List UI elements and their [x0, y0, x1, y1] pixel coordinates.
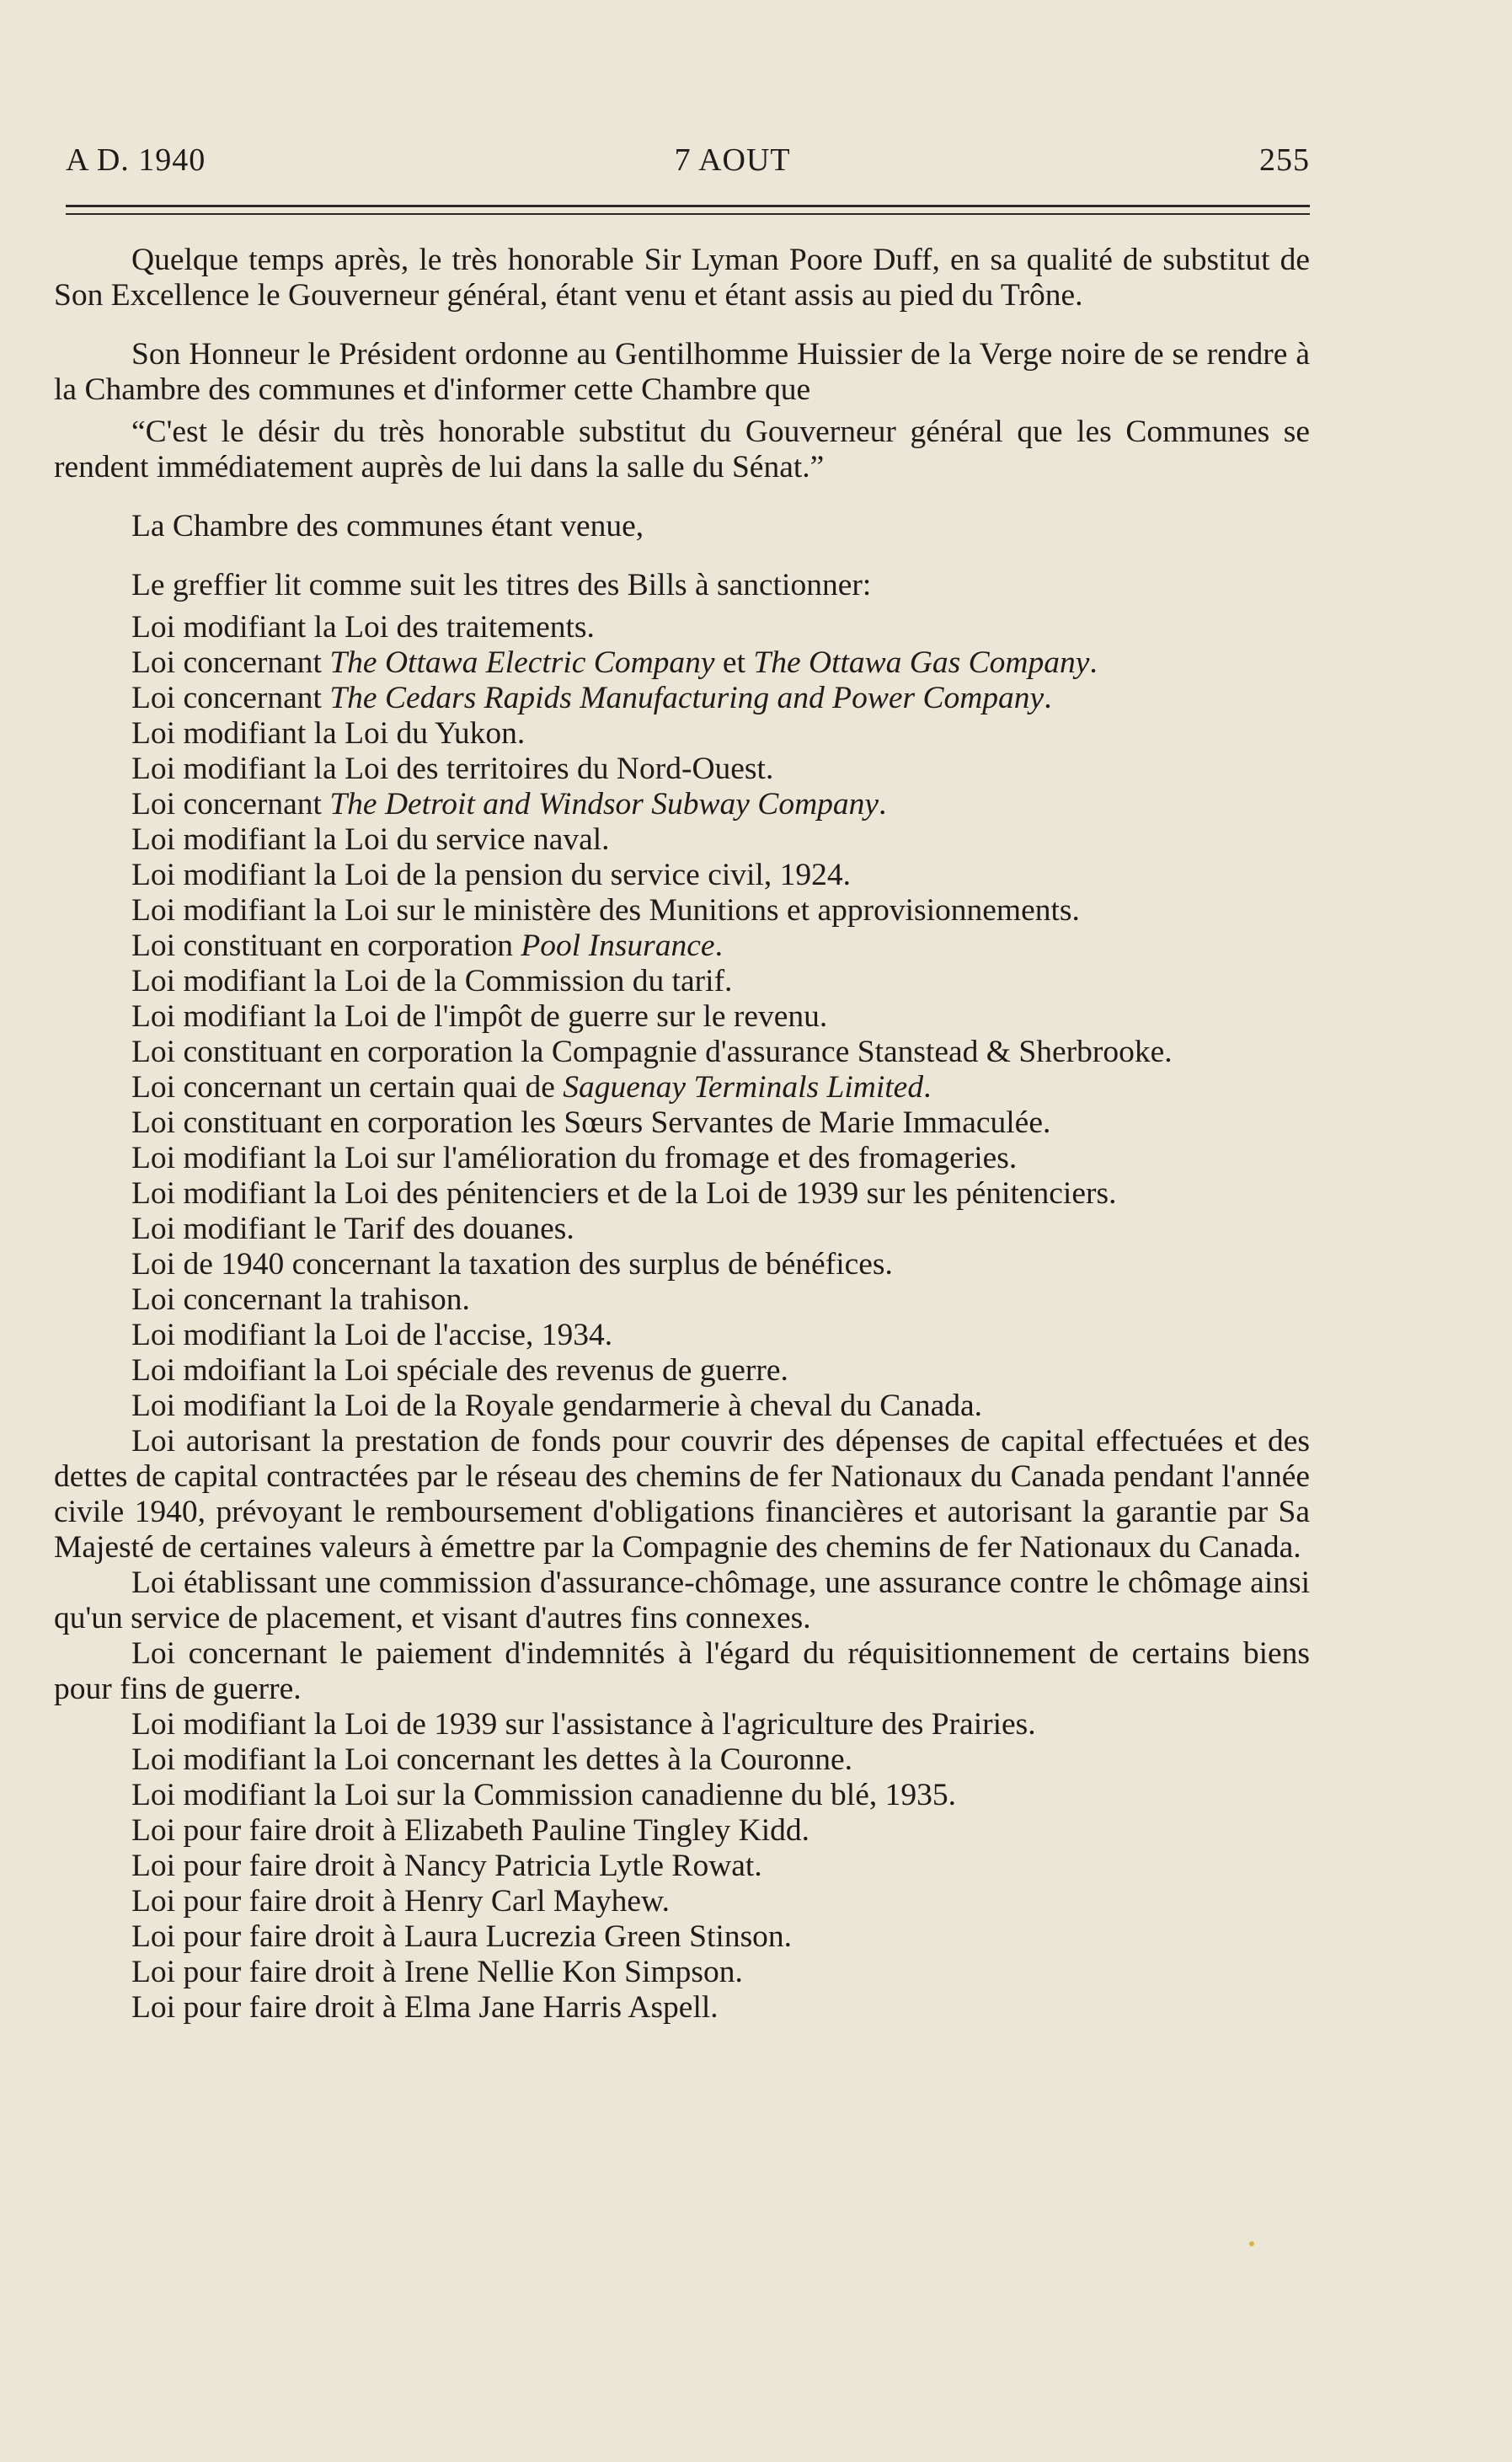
- paragraph-commons-arrived: La Chambre des communes étant venue,: [131, 509, 644, 543]
- bill-item: Loi modifiant la Loi du Yukon.: [131, 716, 526, 751]
- bill-item: Loi concernant la trahison.: [131, 1282, 470, 1317]
- paragraph-speaker-order: Son Honneur le Président ordonne au Gentilhomme Huissier de la Verge noire de se rendre à la Chambre des communes et d'informer cette Chambre que: [54, 337, 1310, 407]
- header-year: A D. 1940: [66, 142, 206, 178]
- bill-item: Loi modifiant la Loi des pénitenciers et de la Loi de 1939 sur les pénitenciers.: [131, 1176, 1117, 1211]
- bill-item: Loi pour faire droit à Henry Carl Mayhew.: [131, 1884, 671, 1919]
- page-body: [54, 243, 1310, 2026]
- page-number: 255: [1259, 142, 1310, 178]
- bill-item: Loi de 1940 concernant la taxation des surplus de bénéfices.: [131, 1247, 893, 1282]
- bill-item: Loi concernant le paiement d'indemnités à l'égard du réquisitionnement de certains biens pour fins de guerre.: [54, 1636, 1310, 1706]
- bill-item: Loi modifiant la Loi des traitements.: [131, 610, 595, 645]
- bill-item: Loi pour faire droit à Elma Jane Harris Aspell.: [131, 1990, 719, 2025]
- bill-item: Loi modifiant le Tarif des douanes.: [131, 1212, 574, 1246]
- bill-item: Loi constituant en corporation Pool Insurance.: [131, 929, 723, 963]
- header-rule-thick: [66, 205, 1310, 207]
- bill-item: Loi modifiant la Loi de l'accise, 1934.: [131, 1318, 613, 1352]
- bill-item: Loi concernant The Cedars Rapids Manufacturing and Power Company.: [131, 681, 1052, 715]
- page-header: [66, 142, 1310, 179]
- bill-item: Loi pour faire droit à Elizabeth Pauline Tingley Kidd.: [131, 1813, 810, 1848]
- bill-item: Loi autorisant la prestation de fonds pour couvrir des dépenses de capital effectuées et des dettes de capital contractées par le réseau des chemins de fer Nationaux du Canada pendant l'année civile 1940, prévoyant le remboursement d'obligations financières et autorisant la garantie par Sa Majesté de certaines valeurs à émettre par la Compagnie des chemins de fer Nationaux du Canada.: [54, 1424, 1310, 1565]
- bill-item: Loi pour faire droit à Irene Nellie Kon Simpson.: [131, 1955, 743, 1989]
- bill-item: Loi modifiant la Loi de la Commission du tarif.: [131, 964, 733, 998]
- paragraph-duff-arrival: Quelque temps après, le très honorable Sir Lyman Poore Duff, en sa qualité de substitut de Son Excellence le Gouverneur général, étant venu et étant assis au pied du Trône.: [54, 243, 1310, 313]
- bill-list: [54, 610, 1310, 2026]
- bill-item: Loi modifiant la Loi de l'impôt de guerre sur le revenu.: [131, 999, 828, 1034]
- bill-item: Loi concernant The Ottawa Electric Company et The Ottawa Gas Company.: [131, 645, 1098, 680]
- bill-item: Loi constituant en corporation les Sœurs Servantes de Marie Immaculée.: [131, 1105, 1051, 1140]
- bill-item: Loi modifiant la Loi concernant les dettes à la Couronne.: [131, 1742, 852, 1777]
- bill-item: Loi modifiant la Loi sur l'amélioration du fromage et des fromageries.: [131, 1141, 1018, 1175]
- bill-item: Loi pour faire droit à Nancy Patricia Lytle Rowat.: [131, 1849, 762, 1883]
- paragraph-clerk-reads: Le greffier lit comme suit les titres des Bills à sanctionner:: [131, 568, 872, 602]
- bill-item: Loi pour faire droit à Laura Lucrezia Green Stinson.: [131, 1919, 793, 1954]
- paragraph-message-quote: “C'est le désir du très honorable substitut du Gouverneur général que les Communes se rendent immédiatement auprès de lui dans la salle du Sénat.”: [54, 415, 1310, 484]
- bill-item: Loi établissant une commission d'assurance-chômage, une assurance contre le chômage ainsi qu'un service de placement, et visant d'autres fins connexes.: [54, 1566, 1310, 1635]
- ink-speck: [1249, 2241, 1254, 2246]
- header-date: 7 AOUT: [674, 142, 791, 178]
- bill-item: Loi modifiant la Loi sur la Commission canadienne du blé, 1935.: [131, 1778, 956, 1812]
- bill-item: Loi mdoifiant la Loi spéciale des revenus de guerre.: [131, 1353, 788, 1388]
- bill-item: Loi modifiant la Loi du service naval.: [131, 822, 610, 857]
- bill-item: Loi modifiant la Loi de la pension du service civil, 1924.: [131, 858, 851, 892]
- bill-item: Loi constituant en corporation la Compagnie d'assurance Stanstead & Sherbrooke.: [131, 1035, 1173, 1069]
- header-rule-thin: [66, 213, 1310, 215]
- bill-item: Loi modifiant la Loi de la Royale gendarmerie à cheval du Canada.: [131, 1389, 983, 1423]
- bill-item: Loi modifiant la Loi sur le ministère des Munitions et approvisionnements.: [131, 893, 1080, 928]
- bill-item: Loi modifiant la Loi de 1939 sur l'assistance à l'agriculture des Prairies.: [131, 1707, 1036, 1742]
- bill-item: Loi concernant The Detroit and Windsor Subway Company.: [131, 787, 887, 822]
- bill-item: Loi concernant un certain quai de Saguenay Terminals Limited.: [131, 1070, 932, 1105]
- bill-item: Loi modifiant la Loi des territoires du Nord-Ouest.: [131, 752, 774, 786]
